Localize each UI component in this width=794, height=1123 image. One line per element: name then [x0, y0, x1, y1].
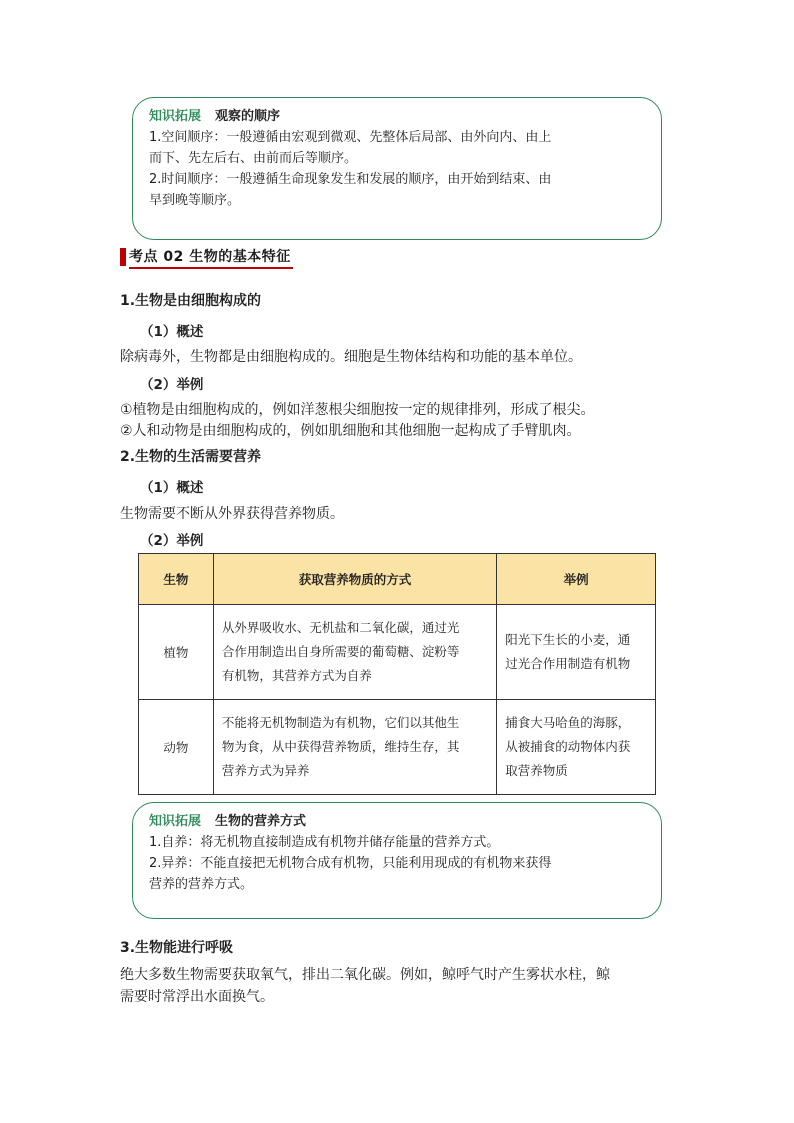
paragraph: 除病毒外，生物都是由细胞构成的。细胞是生物体结构和功能的基本单位。: [120, 349, 582, 365]
box-heading: [149, 106, 645, 127]
example-item: ①植物是由细胞构成的，例如洋葱根尖细胞按一定的规律排列，形成了根尖。: [120, 402, 595, 418]
paragraph: 生物需要不断从外界获得营养物质。: [120, 506, 344, 522]
cell-line: 从被捕食的动物体内获: [505, 739, 631, 754]
heading-nutrition: 2.生物的生活需要营养: [120, 449, 262, 465]
box-line: 1.自养：将无机物直接制造成有机物并储存能量的营养方式。: [149, 835, 500, 850]
section-heading: [120, 246, 293, 268]
box-line: 而下、先左后右、由前而后等顺序。: [149, 151, 358, 166]
table-header-row: [139, 554, 656, 605]
cell-line: 营养方式为异养: [221, 763, 310, 778]
table-cell-method: [213, 700, 496, 795]
subheading-overview: （1）概述: [140, 324, 204, 340]
table-cell-example: [497, 605, 656, 700]
subheading-overview: （1）概述: [140, 480, 204, 496]
cell-line: 阳光下生长的小麦，通: [505, 632, 631, 647]
subheading-examples: （2）举例: [140, 533, 204, 549]
cell-line: 取营养物质: [505, 763, 568, 778]
table-row: [139, 700, 656, 795]
box-line: 营养的营养方式。: [149, 877, 254, 892]
box-line: 早到晚等顺序。: [149, 193, 241, 208]
box-title: 生物的营养方式: [215, 814, 307, 829]
knowledge-box-observation-order: [132, 97, 662, 240]
box-line: 1.空间顺序：一般遵循由宏观到微观、先整体后局部、由外向内、由上: [149, 130, 552, 145]
table-row: [139, 605, 656, 700]
box-tag: 知识拓展: [149, 814, 202, 829]
box-tag: 知识拓展: [149, 109, 202, 124]
paragraph-line: 需要时常浮出水面换气。: [120, 989, 274, 1005]
paragraph-line: 绝大多数生物需要获取氧气，排出二氧化碳。例如，鲸呼气时产生雾状水柱，鲸: [120, 967, 610, 983]
cell-line: 有机物，其营养方式为自养: [221, 668, 372, 683]
cell-line: 不能将无机物制造为有机物，它们以其他生: [221, 715, 460, 730]
subheading-examples: （2）举例: [140, 377, 204, 393]
table-cell-organism: 动物: [139, 700, 214, 795]
example-item: ②人和动物是由细胞构成的，例如肌细胞和其他细胞一起构成了手臂肌肉。: [120, 423, 581, 439]
knowledge-box-nutrition-modes: [132, 802, 662, 919]
table-header: 获取营养物质的方式: [213, 554, 496, 605]
table-header: 举例: [497, 554, 656, 605]
table-cell-organism: 植物: [139, 605, 214, 700]
cell-line: 捕食大马哈鱼的海豚，: [505, 715, 631, 730]
table-cell-method: [213, 605, 496, 700]
box-line: 2.异养：不能直接把无机物合成有机物，只能利用现成的有机物来获得: [149, 856, 552, 871]
box-line: 2.时间顺序：一般遵循生命现象发生和发展的顺序，由开始到结束、由: [149, 172, 552, 187]
section-marker: [120, 248, 126, 266]
cell-line: 物为食，从中获得营养物质，维持生存，其: [221, 739, 460, 754]
cell-line: 从外界吸收水、无机盐和二氧化碳，通过光: [221, 620, 460, 635]
nutrition-table: [138, 553, 656, 795]
box-heading: [149, 811, 645, 832]
cell-line: 过光合作用制造有机物: [505, 656, 631, 671]
heading-respiration: 3.生物能进行呼吸: [120, 940, 234, 956]
cell-line: 合作用制造出自身所需要的葡萄糖、淀粉等: [221, 644, 460, 659]
section-title: 考点 02 生物的基本特征: [129, 246, 293, 269]
table-cell-example: [497, 700, 656, 795]
heading-cells: 1.生物是由细胞构成的: [120, 293, 262, 309]
box-title: 观察的顺序: [215, 109, 281, 124]
table-header: 生物: [139, 554, 214, 605]
